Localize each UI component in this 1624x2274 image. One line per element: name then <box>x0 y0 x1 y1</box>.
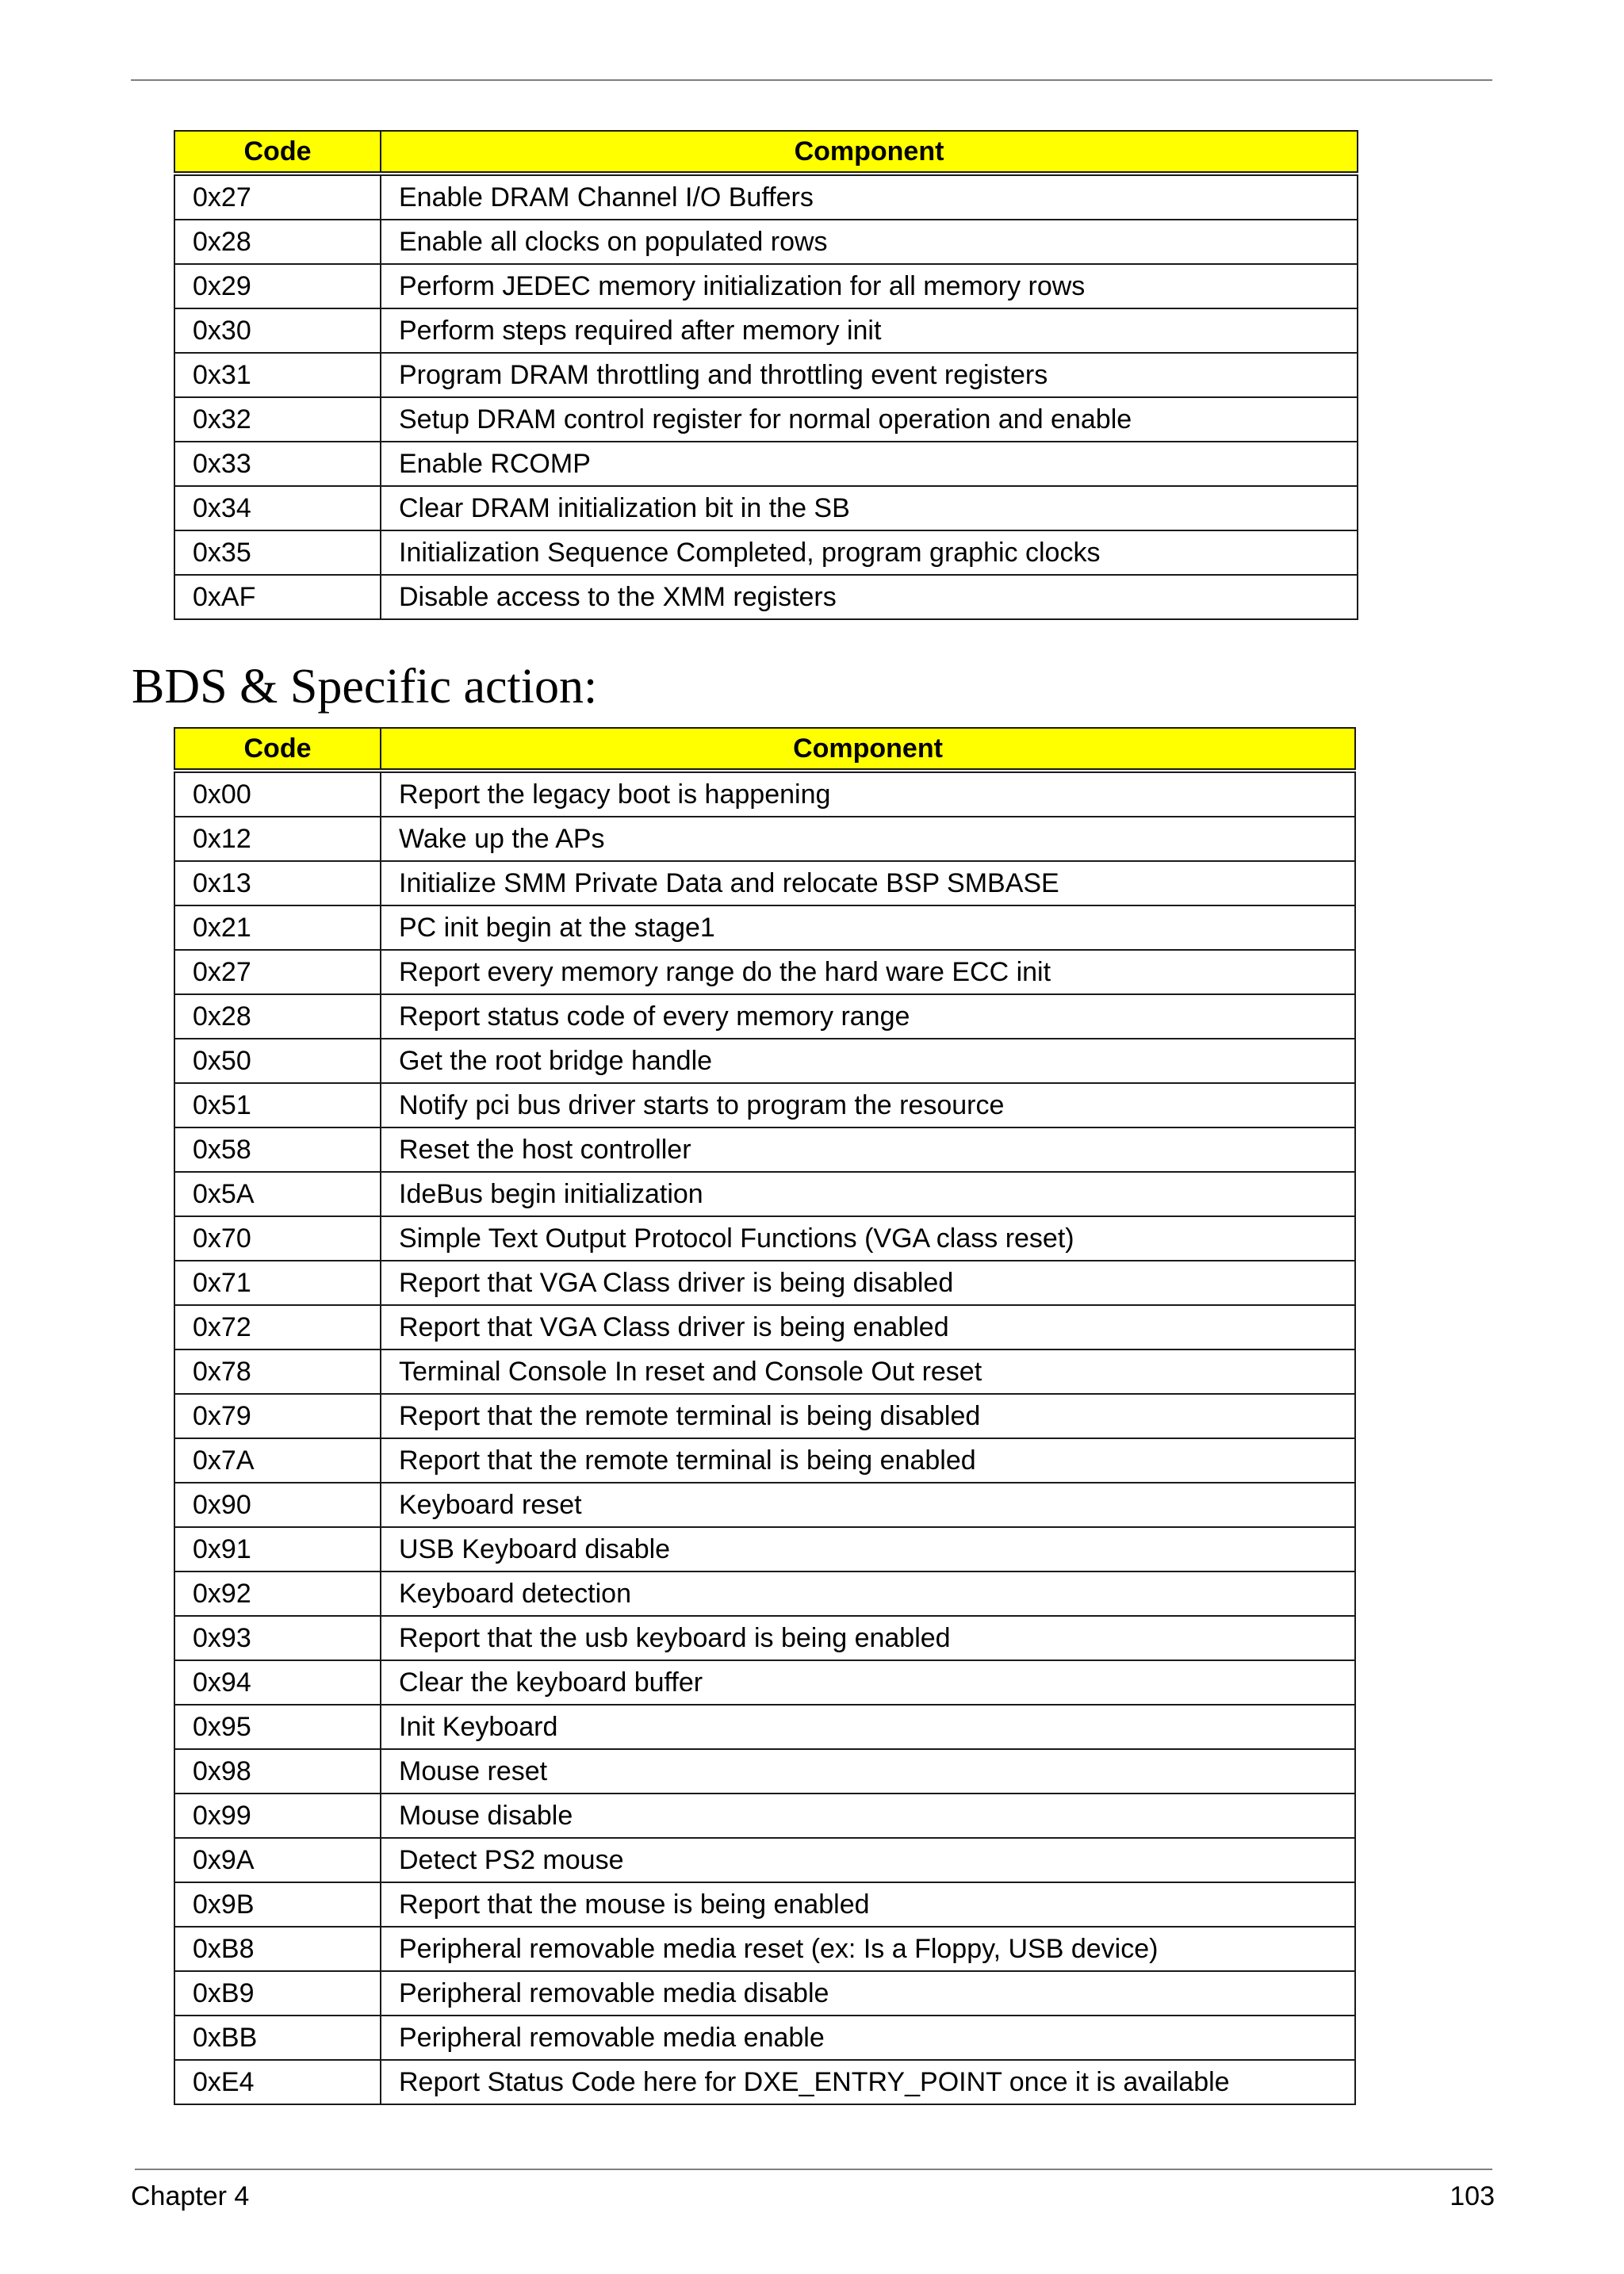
table-row <box>174 308 1358 353</box>
table-row <box>174 1838 1355 1882</box>
component-cell: Init Keyboard <box>381 1705 1355 1749</box>
table-row <box>174 1527 1355 1572</box>
component-cell: Report that the mouse is being enabled <box>381 1882 1355 1927</box>
code-cell: 0x90 <box>174 1483 381 1527</box>
component-cell: Report that VGA Class driver is being enabled <box>381 1305 1355 1349</box>
table-row <box>174 994 1355 1039</box>
component-cell: Setup DRAM control register for normal operation and enable <box>381 397 1358 442</box>
section-heading: BDS & Specific action: <box>132 660 598 714</box>
code-cell: 0x99 <box>174 1794 381 1838</box>
component-cell: Peripheral removable media enable <box>381 2016 1355 2060</box>
table-row <box>174 486 1358 530</box>
table-row <box>174 1305 1355 1349</box>
code-cell: 0x7A <box>174 1438 381 1483</box>
code-cell: 0x94 <box>174 1660 381 1705</box>
code-cell: 0x21 <box>174 905 381 950</box>
component-cell: Clear the keyboard buffer <box>381 1660 1355 1705</box>
component-cell: Report that VGA Class driver is being disabled <box>381 1261 1355 1305</box>
table-row <box>174 1349 1355 1394</box>
code-cell: 0x13 <box>174 861 381 905</box>
table-row <box>174 905 1355 950</box>
table-row <box>174 2060 1355 2104</box>
component-cell: Terminal Console In reset and Console Out reset <box>381 1349 1355 1394</box>
code-cell: 0x35 <box>174 530 381 575</box>
table-row <box>174 353 1358 397</box>
table-row <box>174 1971 1355 2016</box>
component-cell: USB Keyboard disable <box>381 1527 1355 1572</box>
table-row <box>174 442 1358 486</box>
component-cell: Report that the remote terminal is being enabled <box>381 1438 1355 1483</box>
table-row <box>174 1216 1355 1261</box>
code-cell: 0x32 <box>174 397 381 442</box>
component-cell: Disable access to the XMM registers <box>381 575 1358 619</box>
footer-page-number: 103 <box>1450 2181 1495 2211</box>
code-cell: 0x28 <box>174 220 381 264</box>
table-row <box>174 1083 1355 1127</box>
component-cell: Initialization Sequence Completed, program graphic clocks <box>381 530 1358 575</box>
table-row <box>174 174 1358 220</box>
code-cell: 0x27 <box>174 950 381 994</box>
code-cell: 0xBB <box>174 2016 381 2060</box>
table-row <box>174 861 1355 905</box>
table-row <box>174 1616 1355 1660</box>
code-cell: 0x95 <box>174 1705 381 1749</box>
component-cell: Report Status Code here for DXE_ENTRY_POINT once it is available <box>381 2060 1355 2104</box>
code-cell: 0x92 <box>174 1572 381 1616</box>
code-cell: 0x50 <box>174 1039 381 1083</box>
table-row <box>174 1438 1355 1483</box>
table-row <box>174 1660 1355 1705</box>
component-cell: Mouse disable <box>381 1794 1355 1838</box>
code-cell: 0x98 <box>174 1749 381 1794</box>
code-cell: 0x5A <box>174 1172 381 1216</box>
component-cell: Report every memory range do the hard ware ECC init <box>381 950 1355 994</box>
table-row <box>174 1127 1355 1172</box>
table-row <box>174 1172 1355 1216</box>
code-cell: 0x31 <box>174 353 381 397</box>
code-cell: 0x79 <box>174 1394 381 1438</box>
table-row <box>174 1483 1355 1527</box>
component-cell: Enable DRAM Channel I/O Buffers <box>381 174 1358 220</box>
table-row <box>174 1039 1355 1083</box>
component-cell: PC init begin at the stage1 <box>381 905 1355 950</box>
code-cell: 0x12 <box>174 817 381 861</box>
component-cell: Peripheral removable media disable <box>381 1971 1355 2016</box>
code-cell: 0x71 <box>174 1261 381 1305</box>
table-row <box>174 1749 1355 1794</box>
component-cell: Simple Text Output Protocol Functions (VGA class reset) <box>381 1216 1355 1261</box>
bds-code-table <box>174 727 1356 2105</box>
component-cell: Enable all clocks on populated rows <box>381 220 1358 264</box>
code-cell: 0x33 <box>174 442 381 486</box>
header-component: Component <box>381 728 1355 771</box>
code-cell: 0x51 <box>174 1083 381 1127</box>
table-row <box>174 2016 1355 2060</box>
component-cell: Report that the usb keyboard is being enabled <box>381 1616 1355 1660</box>
header-code: Code <box>174 728 381 771</box>
code-cell: 0xAF <box>174 575 381 619</box>
table-row <box>174 397 1358 442</box>
component-cell: Get the root bridge handle <box>381 1039 1355 1083</box>
code-cell: 0x30 <box>174 308 381 353</box>
table-row <box>174 1794 1355 1838</box>
component-cell: Clear DRAM initialization bit in the SB <box>381 486 1358 530</box>
code-cell: 0x9A <box>174 1838 381 1882</box>
table-row <box>174 817 1355 861</box>
table-row <box>174 530 1358 575</box>
component-cell: Wake up the APs <box>381 817 1355 861</box>
post-code-table-1 <box>174 130 1358 620</box>
code-cell: 0x72 <box>174 1305 381 1349</box>
code-cell: 0x9B <box>174 1882 381 1927</box>
code-cell: 0x28 <box>174 994 381 1039</box>
component-cell: Reset the host controller <box>381 1127 1355 1172</box>
bottom-rule <box>135 2169 1492 2170</box>
component-cell: Keyboard detection <box>381 1572 1355 1616</box>
code-cell: 0x29 <box>174 264 381 308</box>
code-cell: 0xE4 <box>174 2060 381 2104</box>
component-cell: Perform steps required after memory init <box>381 308 1358 353</box>
table-row <box>174 1572 1355 1616</box>
header-code: Code <box>174 131 381 174</box>
code-cell: 0x70 <box>174 1216 381 1261</box>
table-row <box>174 950 1355 994</box>
component-cell: Detect PS2 mouse <box>381 1838 1355 1882</box>
component-cell: Keyboard reset <box>381 1483 1355 1527</box>
table-row <box>174 771 1355 817</box>
table-row <box>174 1394 1355 1438</box>
table-row <box>174 575 1358 619</box>
table-row <box>174 1882 1355 1927</box>
table-row <box>174 1261 1355 1305</box>
table-body <box>174 174 1358 619</box>
component-cell: Enable RCOMP <box>381 442 1358 486</box>
code-cell: 0x27 <box>174 174 381 220</box>
component-cell: Report that the remote terminal is being disabled <box>381 1394 1355 1438</box>
table-row <box>174 1927 1355 1971</box>
header-component: Component <box>381 131 1358 174</box>
code-cell: 0x00 <box>174 771 381 817</box>
code-cell: 0xB8 <box>174 1927 381 1971</box>
component-cell: IdeBus begin initialization <box>381 1172 1355 1216</box>
code-cell: 0x93 <box>174 1616 381 1660</box>
table-row <box>174 264 1358 308</box>
code-cell: 0x91 <box>174 1527 381 1572</box>
table-header-row <box>174 131 1358 174</box>
component-cell: Perform JEDEC memory initialization for all memory rows <box>381 264 1358 308</box>
component-cell: Peripheral removable media reset (ex: Is a Floppy, USB device) <box>381 1927 1355 1971</box>
table-row <box>174 220 1358 264</box>
code-cell: 0x78 <box>174 1349 381 1394</box>
component-cell: Mouse reset <box>381 1749 1355 1794</box>
component-cell: Report status code of every memory range <box>381 994 1355 1039</box>
component-cell: Program DRAM throttling and throttling event registers <box>381 353 1358 397</box>
table-row <box>174 1705 1355 1749</box>
code-cell: 0x58 <box>174 1127 381 1172</box>
top-rule <box>131 79 1492 81</box>
component-cell: Notify pci bus driver starts to program the resource <box>381 1083 1355 1127</box>
code-cell: 0xB9 <box>174 1971 381 2016</box>
table-header-row <box>174 728 1355 771</box>
footer-chapter: Chapter 4 <box>131 2181 250 2211</box>
code-cell: 0x34 <box>174 486 381 530</box>
component-cell: Report the legacy boot is happening <box>381 771 1355 817</box>
table-body <box>174 771 1355 2104</box>
component-cell: Initialize SMM Private Data and relocate BSP SMBASE <box>381 861 1355 905</box>
